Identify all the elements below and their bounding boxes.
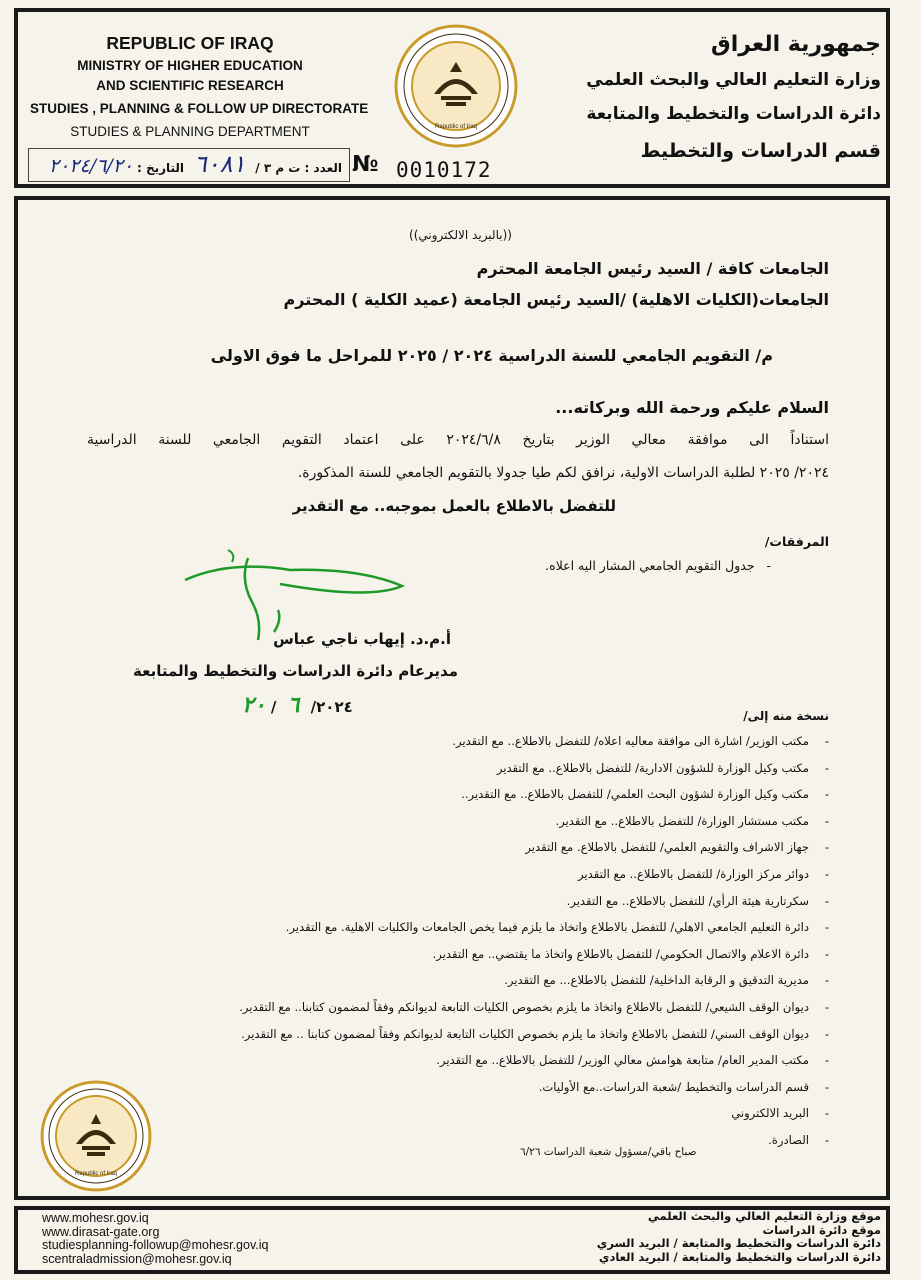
signer-name: أ.م.د. إيهاب ناجي عباس: [273, 630, 451, 648]
cc-item: -مكتب المدير العام/ متابعة هوامش معالي الوزير/ للتفضل بالاطلاع.. مع التقدير.: [436, 1053, 829, 1068]
header-en-department: STUDIES & PLANNING DEPARTMENT: [70, 124, 310, 139]
cc-item: -البريد الالكتروني: [731, 1106, 829, 1121]
footer-labels: [597, 1210, 881, 1264]
footer-link-dirasat[interactable]: www.dirasat-gate.org: [42, 1224, 160, 1239]
serial-symbol: №: [352, 152, 379, 177]
footer-link-studies-email[interactable]: studiesplanning-followup@mohesr.gov.iq: [42, 1238, 269, 1253]
header-ar-ministry: وزارة التعليم العالي والبحث العلمي: [586, 70, 881, 90]
typist-note: صباح باقي/مسؤول شعبة الدراسات ٦/٢٦: [520, 1146, 697, 1158]
header-ar-department: قسم الدراسات والتخطيط: [640, 140, 881, 162]
sign-date-day: ٢٠: [242, 692, 266, 718]
svg-text:Republic of Iraq: Republic of Iraq: [434, 124, 478, 130]
cc-item: -الصادرة.: [768, 1132, 829, 1147]
cc-item: -مكتب وكيل الوزارة لشؤون البحث العلمي/ للتفضل بالاطلاع.. مع التقدير..: [461, 787, 829, 802]
serial-number: 0010172: [396, 158, 492, 182]
header-ar-directorate: دائرة الدراسات والتخطيط والمتابعة: [586, 104, 881, 124]
date-label: التاريخ :: [136, 161, 185, 175]
cc-label: نسخة منه إلى/: [743, 709, 829, 723]
bottom-seal-icon: [40, 1080, 152, 1192]
footer-links: [42, 1212, 268, 1266]
attachment-item: [545, 558, 771, 573]
header-en-ministry-2: AND SCIENTIFIC RESEARCH: [96, 78, 284, 93]
footer-label-dirasat: موقع دائرة الدراسات: [762, 1222, 881, 1237]
footer-label-ministry: موقع وزارة التعليم العالي والبحث العلمي: [647, 1209, 881, 1223]
ref-label: العدد : ت م ٣ /: [255, 161, 342, 175]
addressee-2: الجامعات(الكليات الاهلية) /السيد رئيس الجامعة (عميد الكلية ) المحترم: [283, 290, 829, 309]
cc-item: -دائرة التعليم الجامعي الاهلي/ للتفضل بالاطلاع واتخاذ ما يلزم فيما يخص الجامعات والكليات الاهلية. مع التقدير.: [285, 920, 829, 935]
header-en-ministry: MINISTRY OF HIGHER EDUCATION: [77, 58, 303, 73]
svg-text:Republic of Iraq: Republic of Iraq: [74, 1171, 118, 1177]
ministry-seal-icon: [394, 24, 518, 148]
footer-link-ministry[interactable]: www.mohesr.gov.iq: [42, 1211, 149, 1225]
addressee-1: الجامعات كافة / السيد رئيس الجامعة المحترم: [476, 259, 829, 278]
paragraph-line-1: استناداً الى موافقة معالي الوزير بتاريخ ٢٠٢٤/٦/٨ على اعتماد التقويم الجامعي للسنة الدراسية: [87, 432, 829, 448]
header-en-country: REPUBLIC OF IRAQ: [106, 33, 274, 53]
date-value: ٢٠٢٤/٦/٢٠: [48, 155, 134, 177]
email-note: ((بالبريد الالكتروني)): [409, 228, 512, 242]
signer-title: مديرعام دائرة الدراسات والتخطيط والمتابعة: [133, 662, 458, 680]
header-ar-country: جمهورية العراق: [711, 32, 881, 57]
sign-date-month: ٦: [287, 692, 300, 718]
cc-item: -قسم الدراسات والتخطيط /شعبة الدراسات..مع الأوليات.: [538, 1079, 829, 1094]
attachment-dash: -: [754, 558, 771, 573]
cc-item: -دوائر مركز الوزارة/ للتفضل بالاطلاع.. مع التقدير: [578, 866, 829, 881]
cc-item: -ديوان الوقف الشيعي/ للتفضل بالاطلاع واتخاذ ما يلزم بخصوص الكليات التابعة لديوانكم وفقاً لمضمون كتابنا.. مع التقدير.: [239, 999, 829, 1014]
cc-item: -مكتب وكيل الوزارة للشؤون الادارية/ للتفضل بالاطلاع.. مع التقدير: [496, 760, 829, 775]
attachment-text: جدول التقويم الجامعي المشار اليه اعلاه.: [545, 558, 755, 573]
sign-date: ٢٠٢٤/ ٦ / ٢٠: [242, 692, 353, 718]
bottom-seal-logo: [40, 1080, 152, 1192]
paragraph-line-2: ٢٠٢٤/ ٢٠٢٥ لطلبة الدراسات الاولية، نرافق لكم طيا جدولا بالتقويم الجامعي للسنة المذكورة.: [297, 465, 829, 481]
cc-item: -مكتب مستشار الوزارة/ للتفضل بالاطلاع.. مع التقدير.: [555, 813, 829, 828]
cc-list: [239, 728, 829, 1154]
reference-line: [36, 150, 342, 180]
greeting: السلام عليكم ورحمة الله وبركاته...: [555, 398, 829, 417]
closing-line: للتفضل بالاطلاع بالعمل بموجبه.. مع التقدير: [292, 497, 616, 515]
sign-date-prefix: ٢٠٢٤/: [310, 698, 353, 716]
subject-line: م/ التقويم الجامعي للسنة الدراسية ٢٠٢٤ / ٢٠٢٥ للمراحل ما فوق الاولى: [210, 346, 773, 365]
footer-label-secret-mail: دائرة الدراسات والتخطيط والمتابعة / البريد السري: [596, 1236, 881, 1251]
attachments-label: المرفقات/: [764, 534, 829, 549]
footer-link-central-email[interactable]: scentraladmission@mohesr.gov.iq: [42, 1251, 232, 1266]
footer-label-regular-mail: دائرة الدراسات والتخطيط والمتابعة / البريد العادي: [598, 1249, 881, 1264]
cc-item: -مكتب الوزير/ اشارة الى موافقة معاليه اعلاه/ للتفضل بالاطلاع.. مع التقدير.: [452, 734, 829, 748]
cc-item: -ديوان الوقف السني/ للتفضل بالاطلاع واتخاذ ما يلزم بخصوص الكليات التابعة لديوانكم وفقاً لمضمون كتابنا .. مع التقدير.: [241, 1026, 829, 1041]
cc-item: -جهاز الاشراف والتقويم العلمي/ للتفضل بالاطلاع. مع التقدير: [525, 840, 829, 855]
cc-item: -مديرية التدقيق و الرقابة الداخلية/ للتفضل بالاطلاع... مع التقدير.: [504, 973, 829, 988]
cc-item: -سكرتارية هيئة الرأي/ للتفضل بالاطلاع.. مع التقدير.: [566, 893, 829, 908]
cc-item: -دائرة الاعلام والاتصال الحكومي/ للتفضل بالاطلاع واتخاذ ما يقتضي.. مع التقدير.: [432, 946, 829, 961]
ministry-seal-logo: [394, 24, 518, 148]
header-en-directorate: STUDIES , PLANNING & FOLLOW UP DIRECTORATE: [30, 101, 369, 116]
ref-number: ٦٠٨١: [193, 150, 246, 178]
